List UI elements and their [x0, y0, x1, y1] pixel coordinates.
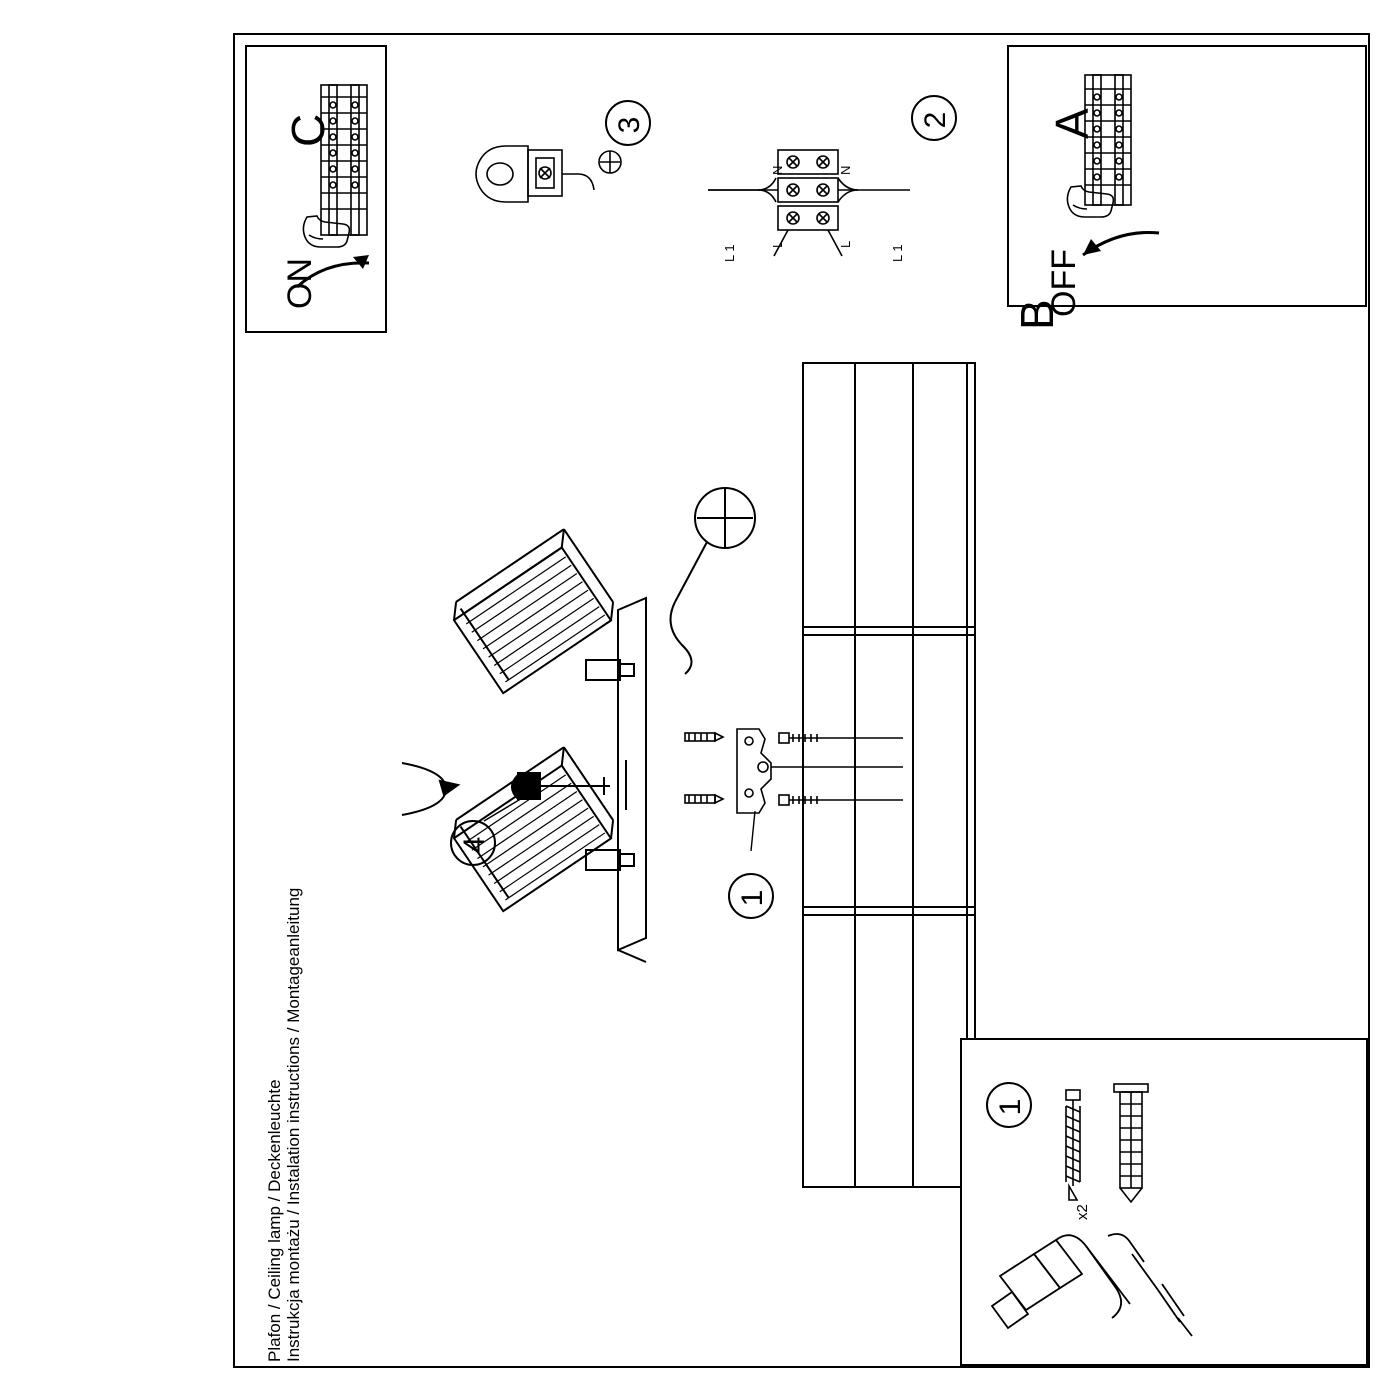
off-arrow-icon — [1067, 225, 1167, 271]
step-4-screw-and-rotation — [380, 745, 650, 855]
panel-c-state-label: ON — [281, 258, 319, 309]
panel-a — [1007, 45, 1367, 317]
panel-c-letter: C — [282, 113, 334, 147]
on-arrow-icon — [291, 243, 387, 295]
terminal-label-L1-left: L 1 — [722, 244, 737, 262]
title-line-2: Plafon / Ceiling lamp / Deckenleuchte — [265, 1079, 284, 1362]
earth-connector-illustration — [470, 140, 670, 220]
step-4-badge: 4 — [450, 820, 496, 866]
step-1-badge: 1 — [728, 873, 774, 919]
panel-a-letter: A — [1046, 108, 1098, 139]
terminal-label-L-left: L — [770, 240, 785, 248]
quantity-label: x2 — [1074, 1204, 1091, 1220]
panel-a-state-label: OFF — [1045, 249, 1083, 317]
step-2-badge: 2 — [911, 95, 957, 141]
parts-step-badge: 1 — [986, 1082, 1032, 1128]
terminal-label-L-right: L — [838, 240, 853, 248]
terminal-label-L1-right: L 1 — [890, 244, 905, 262]
panel-parts — [960, 1038, 1368, 1366]
earth-symbol-callout — [655, 480, 765, 680]
panel-b-letter: B — [1011, 299, 1063, 330]
terminal-label-N-right: N — [838, 165, 853, 175]
panel-c — [245, 45, 387, 333]
terminal-label-N-left: N — [770, 165, 785, 175]
step-3-badge: 3 — [605, 100, 651, 146]
title-line-1: Instrukcja montażu / Instalation instructions / Montageanleitung — [284, 887, 303, 1362]
drill-illustration — [982, 1218, 1202, 1358]
bracket-and-fixings-illustration — [675, 715, 915, 895]
wall-plug-illustration — [1102, 1080, 1172, 1210]
